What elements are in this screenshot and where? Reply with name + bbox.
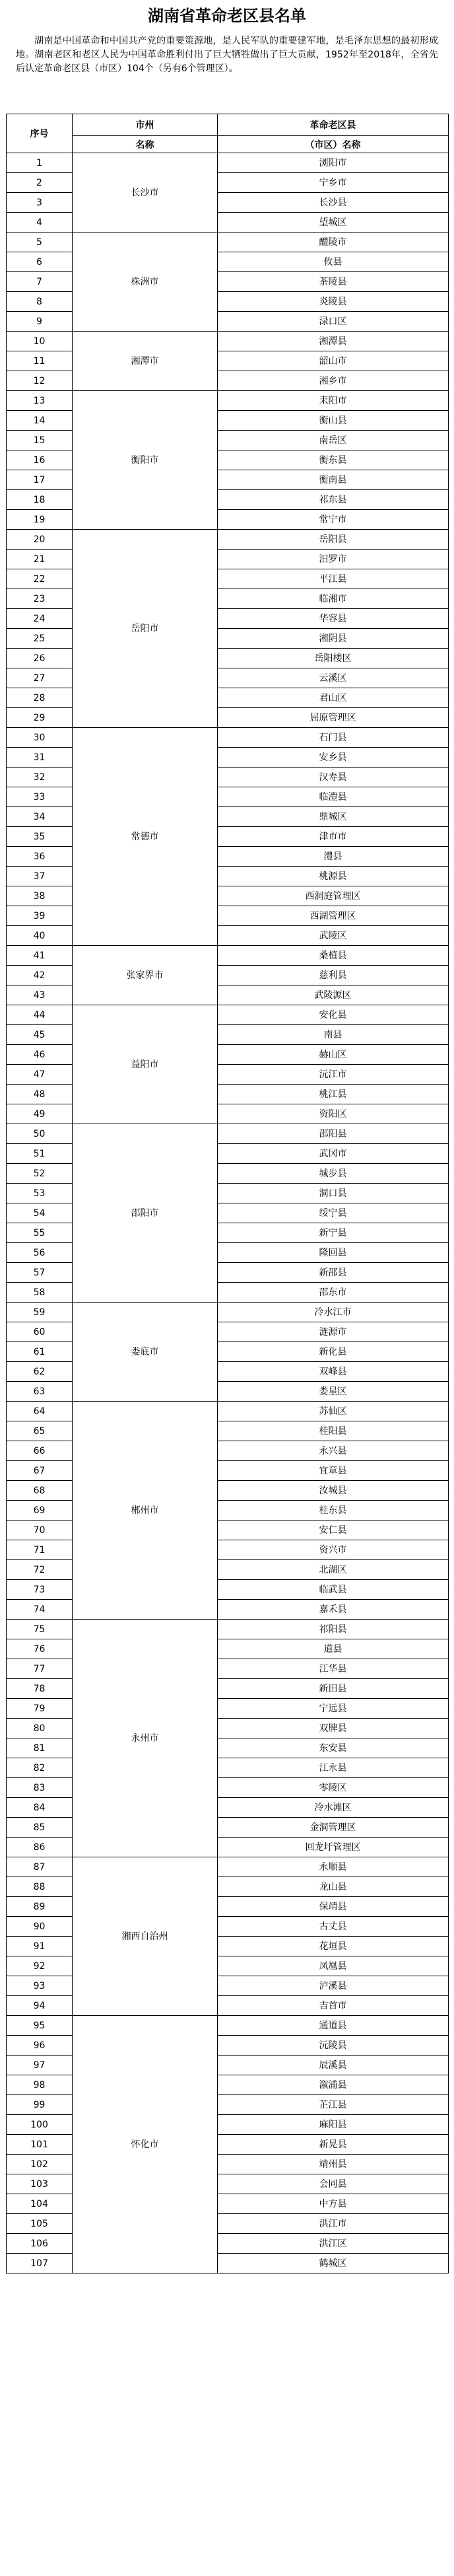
table-row — [7, 1124, 449, 1144]
row-serial: 90 — [7, 1917, 73, 1937]
county-name: 宁乡市 — [218, 173, 449, 193]
city-name: 郴州市 — [73, 1402, 218, 1620]
county-name: 衡东县 — [218, 450, 449, 470]
county-name: 茶陵县 — [218, 272, 449, 292]
header-city-bottom: 名称 — [73, 136, 218, 153]
header-city-top: 市州 — [73, 114, 218, 136]
city-name: 长沙市 — [73, 153, 218, 233]
county-table — [6, 114, 449, 2273]
city-name: 株洲市 — [73, 233, 218, 332]
county-name: 武冈市 — [218, 1144, 449, 1164]
row-serial: 28 — [7, 688, 73, 708]
row-serial: 87 — [7, 1857, 73, 1877]
row-serial: 71 — [7, 1540, 73, 1560]
county-name: 冷水滩区 — [218, 1798, 449, 1818]
row-serial: 26 — [7, 649, 73, 668]
county-name: 耒阳市 — [218, 391, 449, 411]
row-serial: 13 — [7, 391, 73, 411]
county-name: 岳阳楼区 — [218, 649, 449, 668]
county-name: 衡山县 — [218, 411, 449, 431]
county-name: 岳阳县 — [218, 530, 449, 550]
county-name: 南岳区 — [218, 431, 449, 450]
row-serial: 85 — [7, 1818, 73, 1838]
row-serial: 11 — [7, 351, 73, 371]
city-name: 张家界市 — [73, 946, 218, 1005]
county-name: 鹤城区 — [218, 2254, 449, 2273]
county-name: 平江县 — [218, 569, 449, 589]
table-row — [7, 1857, 449, 1877]
county-name: 西湖管理区 — [218, 906, 449, 926]
county-name: 凤凰县 — [218, 1956, 449, 1976]
row-serial: 107 — [7, 2254, 73, 2273]
table-row — [7, 153, 449, 173]
row-serial: 88 — [7, 1877, 73, 1897]
row-serial: 27 — [7, 668, 73, 688]
city-name: 娄底市 — [73, 1303, 218, 1402]
row-serial: 77 — [7, 1659, 73, 1679]
row-serial: 99 — [7, 2095, 73, 2115]
row-serial: 46 — [7, 1045, 73, 1065]
county-name: 通道县 — [218, 2016, 449, 2036]
county-name: 桂东县 — [218, 1501, 449, 1521]
county-name: 金洞管理区 — [218, 1818, 449, 1838]
county-name: 浏阳市 — [218, 153, 449, 173]
row-serial: 65 — [7, 1421, 73, 1441]
header-county-bottom: （市区）名称 — [218, 136, 449, 153]
row-serial: 20 — [7, 530, 73, 550]
county-name: 安化县 — [218, 1005, 449, 1025]
table-row — [7, 946, 449, 966]
row-serial: 19 — [7, 510, 73, 530]
row-serial: 74 — [7, 1600, 73, 1620]
city-name: 常德市 — [73, 728, 218, 946]
county-name: 沅江市 — [218, 1065, 449, 1085]
county-name: 北湖区 — [218, 1560, 449, 1580]
row-serial: 70 — [7, 1521, 73, 1540]
county-name: 会同县 — [218, 2174, 449, 2194]
row-serial: 34 — [7, 807, 73, 827]
row-serial: 39 — [7, 906, 73, 926]
county-name: 邵阳县 — [218, 1124, 449, 1144]
county-name: 安乡县 — [218, 748, 449, 768]
row-serial: 33 — [7, 787, 73, 807]
row-serial: 58 — [7, 1283, 73, 1303]
city-name: 岳阳市 — [73, 530, 218, 728]
county-name: 涟源市 — [218, 1322, 449, 1342]
county-name: 临武县 — [218, 1580, 449, 1600]
row-serial: 7 — [7, 272, 73, 292]
row-serial: 80 — [7, 1719, 73, 1738]
row-serial: 89 — [7, 1897, 73, 1917]
county-name: 洪江区 — [218, 2234, 449, 2254]
row-serial: 66 — [7, 1441, 73, 1461]
row-serial: 37 — [7, 867, 73, 886]
county-name: 芷江县 — [218, 2095, 449, 2115]
row-serial: 98 — [7, 2075, 73, 2095]
county-name: 嘉禾县 — [218, 1600, 449, 1620]
county-name: 新化县 — [218, 1342, 449, 1362]
county-name: 临澧县 — [218, 787, 449, 807]
county-name: 祁阳县 — [218, 1620, 449, 1639]
row-serial: 78 — [7, 1679, 73, 1699]
county-name: 花垣县 — [218, 1937, 449, 1956]
row-serial: 22 — [7, 569, 73, 589]
county-name: 安仁县 — [218, 1521, 449, 1540]
county-name: 新晃县 — [218, 2135, 449, 2155]
row-serial: 57 — [7, 1263, 73, 1283]
county-name: 屈原管理区 — [218, 708, 449, 728]
row-serial: 25 — [7, 629, 73, 649]
row-serial: 15 — [7, 431, 73, 450]
row-serial: 105 — [7, 2214, 73, 2234]
row-serial: 43 — [7, 985, 73, 1005]
row-serial: 79 — [7, 1699, 73, 1719]
row-serial: 44 — [7, 1005, 73, 1025]
county-name: 永顺县 — [218, 1857, 449, 1877]
county-name: 中方县 — [218, 2194, 449, 2214]
row-serial: 97 — [7, 2056, 73, 2075]
table-row — [7, 1005, 449, 1025]
county-name: 保靖县 — [218, 1897, 449, 1917]
row-serial: 52 — [7, 1164, 73, 1184]
county-name: 桑植县 — [218, 946, 449, 966]
row-serial: 92 — [7, 1956, 73, 1976]
row-serial: 6 — [7, 252, 73, 272]
county-name: 望城区 — [218, 213, 449, 233]
county-name: 宜章县 — [218, 1461, 449, 1481]
intro-paragraph: 湖南是中国革命和中国共产党的重要策源地，是人民军队的重要建军地，是毛泽东思想的最初形成地。湖南老区和老区人民为中国革命胜利付出了巨大牺牲做出了巨大贡献，1952年至2018年，全省先后认定革命老区县（市区）104个（另有6个管理区）。 — [16, 36, 438, 74]
row-serial: 9 — [7, 312, 73, 332]
row-serial: 95 — [7, 2016, 73, 2036]
county-name: 鼎城区 — [218, 807, 449, 827]
row-serial: 23 — [7, 589, 73, 609]
row-serial: 31 — [7, 748, 73, 768]
row-serial: 55 — [7, 1223, 73, 1243]
row-serial: 50 — [7, 1124, 73, 1144]
row-serial: 18 — [7, 490, 73, 510]
county-name: 津市市 — [218, 827, 449, 847]
table-row — [7, 391, 449, 411]
row-serial: 2 — [7, 173, 73, 193]
county-name: 汝城县 — [218, 1481, 449, 1501]
county-name: 长沙县 — [218, 193, 449, 213]
row-serial: 10 — [7, 332, 73, 351]
city-name: 益阳市 — [73, 1005, 218, 1124]
county-name: 桃江县 — [218, 1085, 449, 1104]
county-name: 渌口区 — [218, 312, 449, 332]
county-name: 湘潭县 — [218, 332, 449, 351]
row-serial: 96 — [7, 2036, 73, 2056]
county-name: 湘乡市 — [218, 371, 449, 391]
county-name: 湘阴县 — [218, 629, 449, 649]
header-county-top: 革命老区县 — [218, 114, 449, 136]
county-name: 辰溪县 — [218, 2056, 449, 2075]
row-serial: 40 — [7, 926, 73, 946]
county-name: 靖州县 — [218, 2155, 449, 2174]
county-name: 赫山区 — [218, 1045, 449, 1065]
county-name: 云溪区 — [218, 668, 449, 688]
row-serial: 100 — [7, 2115, 73, 2135]
row-serial: 17 — [7, 470, 73, 490]
row-serial: 102 — [7, 2155, 73, 2174]
county-name: 南县 — [218, 1025, 449, 1045]
table-body — [7, 153, 449, 2273]
county-name: 武陵区 — [218, 926, 449, 946]
row-serial: 41 — [7, 946, 73, 966]
row-serial: 16 — [7, 450, 73, 470]
county-name: 洪江市 — [218, 2214, 449, 2234]
county-name: 炎陵县 — [218, 292, 449, 312]
row-serial: 5 — [7, 233, 73, 252]
city-name: 怀化市 — [73, 2016, 218, 2273]
county-name: 古丈县 — [218, 1917, 449, 1937]
county-name: 邵东市 — [218, 1283, 449, 1303]
county-name: 韶山市 — [218, 351, 449, 371]
row-serial: 1 — [7, 153, 73, 173]
county-name: 衡南县 — [218, 470, 449, 490]
page-title: 湖南省革命老区县名单 — [148, 7, 306, 25]
table-row — [7, 1303, 449, 1322]
county-name: 隆回县 — [218, 1243, 449, 1263]
row-serial: 59 — [7, 1303, 73, 1322]
county-name: 西洞庭管理区 — [218, 886, 449, 906]
row-serial: 53 — [7, 1184, 73, 1203]
county-name: 泸溪县 — [218, 1976, 449, 1996]
table-row — [7, 728, 449, 748]
county-name: 洞口县 — [218, 1184, 449, 1203]
row-serial: 104 — [7, 2194, 73, 2214]
city-name: 湘潭市 — [73, 332, 218, 391]
county-name: 宁远县 — [218, 1699, 449, 1719]
county-name: 江华县 — [218, 1659, 449, 1679]
city-name: 衡阳市 — [73, 391, 218, 530]
county-name: 醴陵市 — [218, 233, 449, 252]
county-name: 双峰县 — [218, 1362, 449, 1382]
row-serial: 64 — [7, 1402, 73, 1421]
row-serial: 75 — [7, 1620, 73, 1639]
county-name: 东安县 — [218, 1738, 449, 1758]
county-name: 沅陵县 — [218, 2036, 449, 2056]
row-serial: 62 — [7, 1362, 73, 1382]
row-serial: 68 — [7, 1481, 73, 1501]
row-serial: 12 — [7, 371, 73, 391]
row-serial: 38 — [7, 886, 73, 906]
row-serial: 91 — [7, 1937, 73, 1956]
county-name: 龙山县 — [218, 1877, 449, 1897]
county-name: 麻阳县 — [218, 2115, 449, 2135]
county-name: 双牌县 — [218, 1719, 449, 1738]
row-serial: 86 — [7, 1838, 73, 1857]
row-serial: 103 — [7, 2174, 73, 2194]
county-name: 冷水江市 — [218, 1303, 449, 1322]
county-name: 江永县 — [218, 1758, 449, 1778]
row-serial: 21 — [7, 550, 73, 569]
row-serial: 82 — [7, 1758, 73, 1778]
county-name: 溆浦县 — [218, 2075, 449, 2095]
row-serial: 24 — [7, 609, 73, 629]
row-serial: 49 — [7, 1104, 73, 1124]
county-name: 资阳区 — [218, 1104, 449, 1124]
county-name: 澧县 — [218, 847, 449, 867]
row-serial: 51 — [7, 1144, 73, 1164]
county-name: 石门县 — [218, 728, 449, 748]
row-serial: 106 — [7, 2234, 73, 2254]
table-row — [7, 2016, 449, 2036]
row-serial: 72 — [7, 1560, 73, 1580]
row-serial: 47 — [7, 1065, 73, 1085]
table-row — [7, 530, 449, 550]
county-name: 娄星区 — [218, 1382, 449, 1402]
county-name: 华容县 — [218, 609, 449, 629]
city-name: 永州市 — [73, 1620, 218, 1857]
row-serial: 56 — [7, 1243, 73, 1263]
table-row — [7, 1402, 449, 1421]
county-name: 绥宁县 — [218, 1203, 449, 1223]
row-serial: 4 — [7, 213, 73, 233]
row-serial: 83 — [7, 1778, 73, 1798]
row-serial: 32 — [7, 768, 73, 787]
county-name: 武陵源区 — [218, 985, 449, 1005]
row-serial: 67 — [7, 1461, 73, 1481]
row-serial: 61 — [7, 1342, 73, 1362]
county-name: 零陵区 — [218, 1778, 449, 1798]
county-name: 新田县 — [218, 1679, 449, 1699]
row-serial: 63 — [7, 1382, 73, 1402]
row-serial: 94 — [7, 1996, 73, 2016]
county-name: 常宁市 — [218, 510, 449, 530]
county-name: 资兴市 — [218, 1540, 449, 1560]
row-serial: 84 — [7, 1798, 73, 1818]
county-name: 城步县 — [218, 1164, 449, 1184]
row-serial: 101 — [7, 2135, 73, 2155]
row-serial: 73 — [7, 1580, 73, 1600]
county-name: 吉首市 — [218, 1996, 449, 2016]
table-row — [7, 1620, 449, 1639]
county-name: 道县 — [218, 1639, 449, 1659]
row-serial: 30 — [7, 728, 73, 748]
row-serial: 8 — [7, 292, 73, 312]
county-name: 君山区 — [218, 688, 449, 708]
county-name: 攸县 — [218, 252, 449, 272]
row-serial: 60 — [7, 1322, 73, 1342]
row-serial: 35 — [7, 827, 73, 847]
row-serial: 36 — [7, 847, 73, 867]
row-serial: 45 — [7, 1025, 73, 1045]
county-name: 回龙圩管理区 — [218, 1838, 449, 1857]
table-row — [7, 332, 449, 351]
county-name: 慈利县 — [218, 966, 449, 985]
county-name: 临湘市 — [218, 589, 449, 609]
county-name: 苏仙区 — [218, 1402, 449, 1421]
row-serial: 42 — [7, 966, 73, 985]
table-row — [7, 233, 449, 252]
city-name: 邵阳市 — [73, 1124, 218, 1303]
county-name: 新宁县 — [218, 1223, 449, 1243]
row-serial: 48 — [7, 1085, 73, 1104]
row-serial: 54 — [7, 1203, 73, 1223]
row-serial: 29 — [7, 708, 73, 728]
county-name: 新邵县 — [218, 1263, 449, 1283]
county-name: 永兴县 — [218, 1441, 449, 1461]
row-serial: 76 — [7, 1639, 73, 1659]
row-serial: 81 — [7, 1738, 73, 1758]
county-name: 汉寿县 — [218, 768, 449, 787]
county-name: 桃源县 — [218, 867, 449, 886]
row-serial: 3 — [7, 193, 73, 213]
county-name: 汨罗市 — [218, 550, 449, 569]
county-name: 桂阳县 — [218, 1421, 449, 1441]
row-serial: 14 — [7, 411, 73, 431]
header-serial: 序号 — [7, 114, 73, 153]
row-serial: 69 — [7, 1501, 73, 1521]
county-name: 祁东县 — [218, 490, 449, 510]
city-name: 湘西自治州 — [73, 1857, 218, 2016]
row-serial: 93 — [7, 1976, 73, 1996]
